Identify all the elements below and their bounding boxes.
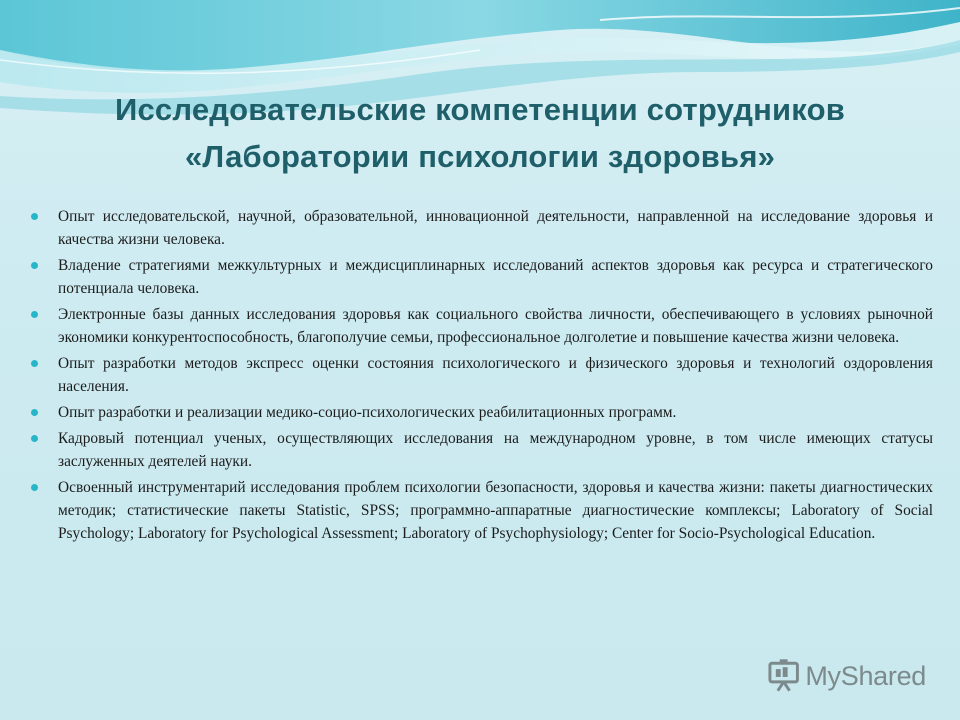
bullet-item — [30, 476, 933, 545]
slide-title — [40, 86, 920, 180]
bullet-dot-icon — [31, 311, 38, 318]
title-line-2: «Лаборатории психологии здоровья» — [184, 139, 776, 174]
watermark-text: MyShared — [805, 660, 926, 691]
bullet-dot-icon — [31, 484, 38, 491]
bullet-item — [30, 205, 933, 251]
bullet-text: Опыт исследовательской, научной, образовательной, инновационной деятельности, направленной на исследование здоровья и качества жизни человека. — [58, 208, 933, 248]
bullet-item — [30, 352, 933, 398]
bullet-item — [30, 303, 933, 349]
bullet-item — [30, 401, 933, 424]
bullet-item — [30, 427, 933, 473]
bullet-dot-icon — [31, 213, 38, 220]
title-line-1: Исследовательские компетенции сотрудников — [114, 92, 846, 127]
watermark-logo — [766, 656, 926, 696]
bullet-list — [30, 205, 933, 548]
bullet-dot-icon — [31, 360, 38, 367]
bullet-dot-icon — [31, 409, 38, 416]
bullet-dot-icon — [31, 262, 38, 269]
bullet-text: Освоенный инструментарий исследования проблем психологии безопасности, здоровья и качества жизни: пакеты диагностических методик; статистические пакеты Statistic, SPSS; программно-аппаратные диагностические комплексы; Laboratory of Social Psychology; Laboratory for Psychological Assessment; Laboratory of Psychophysiology; Center for Socio-Psychological Education. — [58, 479, 933, 542]
bullet-text: Опыт разработки методов экспресс оценки состояния психологического и физического здоровья и технологий оздоровления населения. — [58, 355, 933, 395]
bullet-text: Владение стратегиями межкультурных и междисциплинарных исследований аспектов здоровья как ресурса и стратегического потенциала человека. — [58, 257, 933, 297]
bullet-text: Кадровый потенциал ученых, осуществляющих исследования на международном уровне, в том числе имеющих статусы заслуженных деятелей науки. — [58, 430, 933, 470]
bullet-dot-icon — [31, 435, 38, 442]
bullet-text: Опыт разработки и реализации медико-социо-психологических реабилитационных программ. — [58, 404, 677, 421]
presentation-board-icon — [766, 658, 801, 694]
bullet-text: Электронные базы данных исследования здоровья как социального свойства личности, обеспечивающего в условиях рыночной экономики конкурентоспособность, благополучие семьи, профессиональное долголетие и повышение качества жизни человека. — [58, 306, 933, 346]
bullet-item — [30, 254, 933, 300]
